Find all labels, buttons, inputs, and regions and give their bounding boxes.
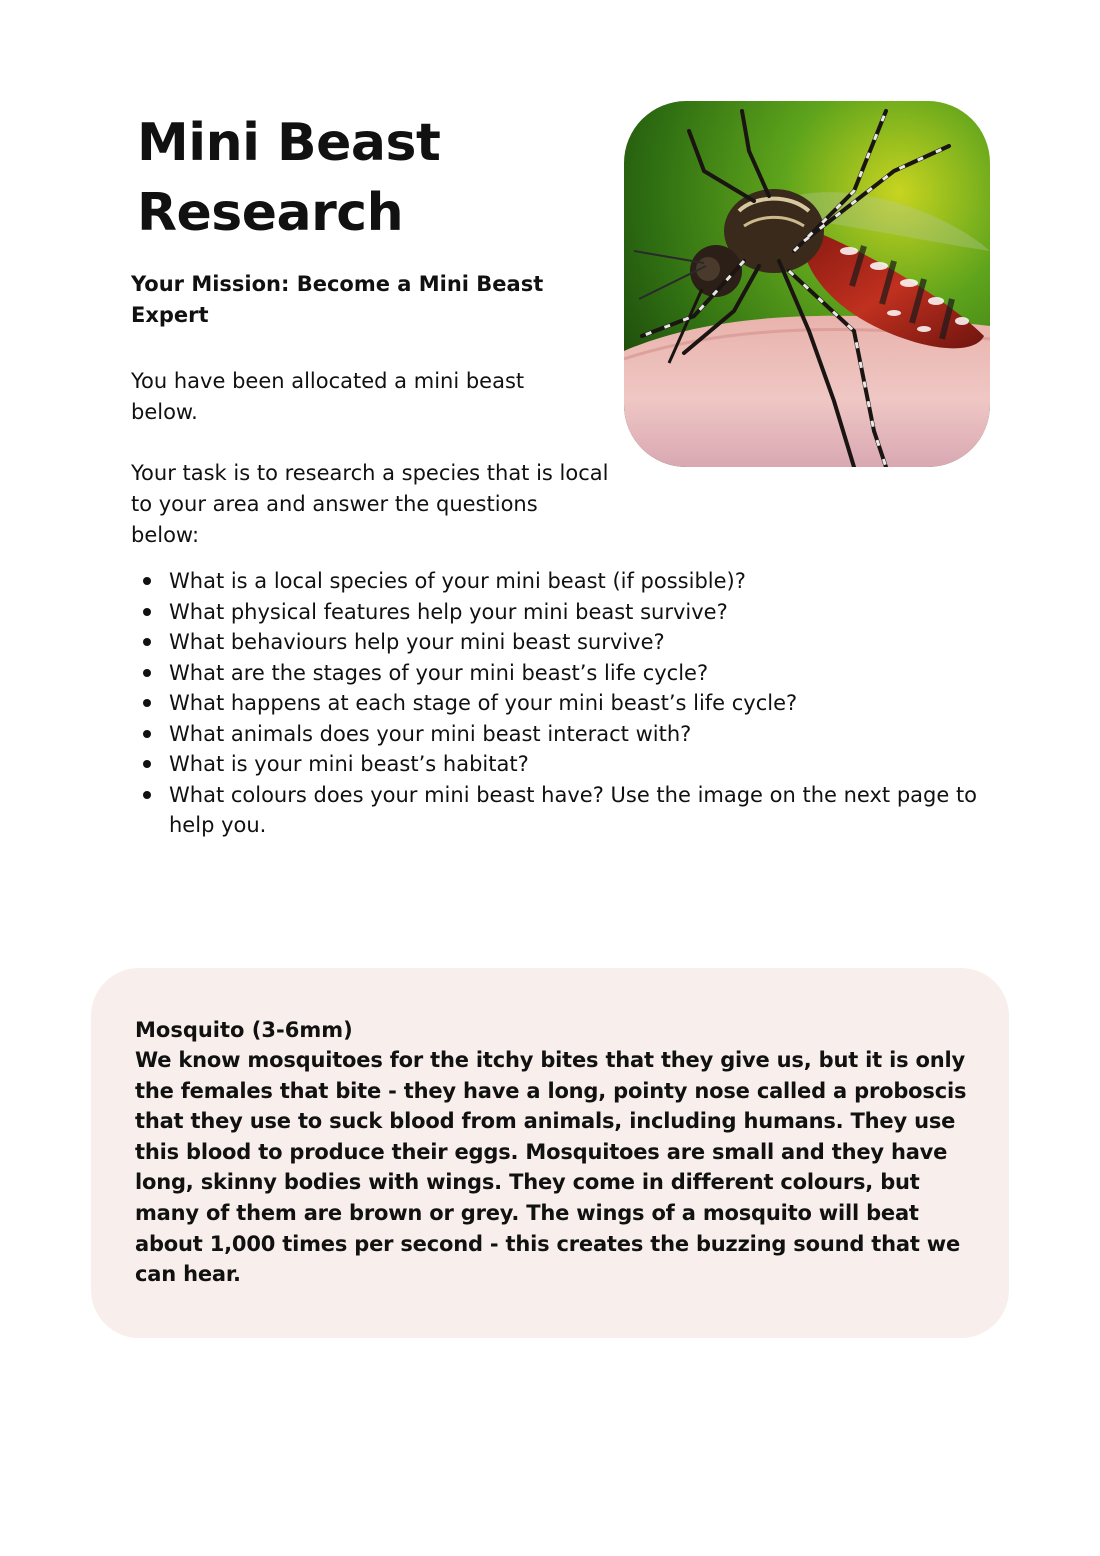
- question-item: What happens at each stage of your mini beast’s life cycle?: [131, 688, 991, 719]
- mini-beast-description: We know mosquitoes for the itchy bites that they give us, but it is only the females that bite - they have a long, pointy nose called a proboscis that they use to suck blood from animals, including humans. They use this blood to produce their eggs. Mosquitoes are small and they have long, skinny bodies with wings. They come in different colours, but many of them are brown or grey. The wings of a mosquito will beat about 1,000 times per second - this creates the buzzing sound that we can hear.: [135, 1048, 967, 1287]
- mini-beast-name: Mosquito (3-6mm): [135, 1018, 353, 1042]
- question-item: What colours does your mini beast have? Use the image on the next page to help you.: [131, 780, 991, 841]
- research-questions-list: [131, 566, 991, 841]
- question-item: What are the stages of your mini beast’s life cycle?: [131, 658, 991, 689]
- question-item: What is a local species of your mini beast (if possible)?: [131, 566, 991, 597]
- page-title: Mini Beast Research: [137, 113, 441, 243]
- intro-paragraph-task: Your task is to research a species that is local to your area and answer the questions below:: [131, 461, 609, 547]
- mosquito-photo: [624, 101, 990, 467]
- question-item: What is your mini beast’s habitat?: [131, 749, 991, 780]
- intro-paragraph-allocated: You have been allocated a mini beast below.: [131, 369, 525, 424]
- mission-heading: Your Mission: Become a Mini Beast Expert: [131, 272, 544, 327]
- mini-beast-info-box: [91, 968, 1009, 1338]
- question-item: What animals does your mini beast interact with?: [131, 719, 991, 750]
- question-item: What physical features help your mini beast survive?: [131, 597, 991, 628]
- question-item: What behaviours help your mini beast survive?: [131, 627, 991, 658]
